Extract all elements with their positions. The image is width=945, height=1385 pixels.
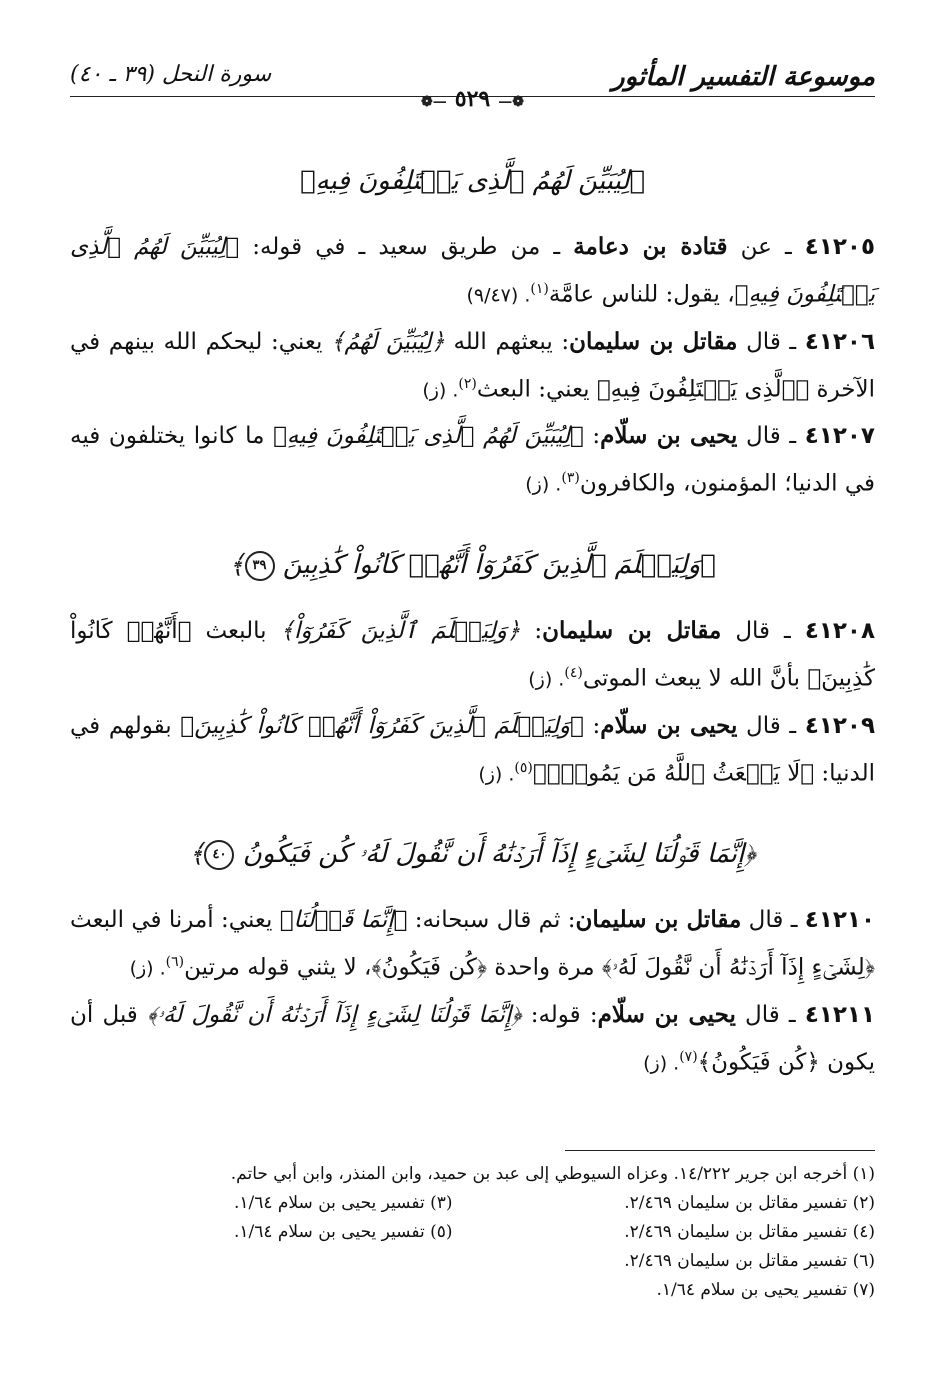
quran-quote: ﴿لِيُبَيِّنَ لَهُمُ﴾ xyxy=(331,328,445,355)
entry-text: : ثم قال سبحانه: xyxy=(407,907,576,934)
narration-entry xyxy=(70,226,875,317)
entry-number: ٤١٢٠٧ xyxy=(804,423,875,450)
quran-quote: ﴿لِيُبَيِّنَ لَهُمُ ٱلَّذِى يَخۡتَلِفُونَ فِيهِ﴾ xyxy=(273,423,584,450)
quran-quote: ﴿وَلِيَعۡلَمَ ٱلَّذِينَ كَفَرُوٓاْ أَنَّهُمۡ كَانُواْ كَٰذِبِينَ﴾ xyxy=(180,712,584,739)
reference: . (ز) xyxy=(129,957,166,980)
entry-lead: ـ قال xyxy=(737,328,805,355)
reference: . (ز) xyxy=(478,763,515,786)
ayah-bracket: ﴾ xyxy=(229,549,245,580)
entry-text: : يبعثهم الله xyxy=(444,328,570,355)
narration-entry xyxy=(70,321,875,412)
ayah-heading: ﴿لِيُبَيِّنَ لَهُمُ ٱلَّذِى يَخۡتَلِفُونَ فِيهِ﴾ xyxy=(299,166,646,196)
ayah-text: ﴿وَلِيَعۡلَمَ ٱلَّذِينَ كَفَرُوٓاْ أَنَّهُمۡ كَانُواْ كَٰذِبِينَ xyxy=(282,549,716,580)
narration-entry xyxy=(70,415,875,506)
footnotes xyxy=(70,1160,875,1305)
entry-lead: ـ قال xyxy=(721,617,805,644)
entry-number: ٤١٢٠٨ xyxy=(804,617,876,644)
footnote: (٣) تفسير يحيى بن سلام ١/٦٤. xyxy=(233,1193,453,1213)
entry-text: : xyxy=(583,712,601,739)
footnote: (٥) تفسير يحيى بن سلام ١/٦٤. xyxy=(233,1222,453,1242)
entry-text: : xyxy=(583,423,601,450)
entry-lead: ـ قال xyxy=(735,1001,805,1028)
footnote-marker[interactable]: (٤) xyxy=(564,664,583,681)
reference: . (ز) xyxy=(643,1052,680,1075)
ornament-icon: ❁— xyxy=(498,94,524,110)
ayah-heading xyxy=(70,833,875,875)
footnote: (٢) تفسير مقاتل بن سليمان ٢/٤٦٩. xyxy=(624,1193,875,1213)
footnote-marker[interactable]: (٧) xyxy=(679,1048,698,1065)
quran-quote: ﴿إِنَّمَا قَوۡلُنَا﴾ xyxy=(279,907,408,934)
narrator-name: مقاتل بن سليمان xyxy=(569,327,738,355)
narration-entry xyxy=(70,610,875,701)
entry-number: ٤١٢٠٥ xyxy=(804,234,875,260)
narration-entry xyxy=(70,899,875,990)
footnote-marker[interactable]: (٣) xyxy=(561,470,580,487)
entry-lead: ـ قال xyxy=(737,712,805,739)
narrator-name: يحيى بن سلّام xyxy=(597,1000,736,1028)
quran-quote: ﴿لِيُبَيِّنَ لَهُمُ ٱلَّذِى يَخۡتَلِفُونَ فِيهِ﴾ xyxy=(70,234,875,308)
narration-entry xyxy=(70,994,875,1085)
book-title: موسوعة التفسير المأثور xyxy=(612,62,875,92)
footnote: (١) أخرجه ابن جرير ١٤/٢٢٢. وعزاه السيوطي إلى عبد بن حميد، وابن المنذر، وابن أبي حاتم. xyxy=(230,1164,875,1184)
footnote-rule xyxy=(565,1150,875,1151)
entry-text: ـ من طريق سعيد ـ في قوله: xyxy=(239,234,574,260)
footnote-marker[interactable]: (٢) xyxy=(458,375,477,392)
entry-number: ٤١٢١٠ xyxy=(804,907,875,934)
footnote: (٦) تفسير مقاتل بن سليمان ٢/٤٦٩. xyxy=(624,1251,875,1271)
footnote-marker[interactable]: (٥) xyxy=(514,759,533,776)
narrator-name: مقاتل بن سليمان xyxy=(542,616,722,644)
entry-text: يعني: أمرنا في البعث ﴿لِشَىۡءٍ إِذَآ أَرَدۡنَٰهُ أَن نَّقُولَ لَهُۥ﴾ مرة واحدة ﴿كُن فَيَكُونُ﴾، لا يثني قوله مرتين xyxy=(70,907,875,981)
narrator-name: يحيى بن سلّام xyxy=(600,422,738,450)
ayah-heading xyxy=(70,544,875,586)
surah-reference: سورة النحل (٣٩ ـ ٤٠) xyxy=(70,62,272,87)
entry-text: ، يقول: للناس عامَّة xyxy=(548,281,735,308)
footnote: (٧) تفسير يحيى بن سلام ١/٦٤. xyxy=(656,1280,875,1300)
ayah-bracket: ﴾ xyxy=(189,839,205,870)
entry-text: يعني: ليحكم الله بينهم في الآخرة ﴿ٱلَّذِى يَخۡتَلِفُونَ فِيهِ﴾ يعني: البعث xyxy=(70,328,875,403)
entry-lead: ـ قال xyxy=(737,423,805,450)
narrator-name: قتادة بن دعامة xyxy=(573,233,728,260)
footnote-row xyxy=(70,1218,875,1247)
entry-text: بالبعث ﴿أَنَّهُمۡ كَانُواْ كَٰذِبِينَ﴾ بأنَّ الله لا يبعث الموتى xyxy=(70,617,875,692)
entry-text: ما كانوا يختلفون فيه في الدنيا؛ المؤمنون، والكافرون xyxy=(70,423,875,497)
entry-text: : قوله: xyxy=(521,1001,598,1028)
ayah-text: ﴿إِنَّمَا قَوۡلُنَا لِشَىۡءٍ إِذَآ أَرَدۡنَٰهُ أَن نَّقُولَ لَهُۥ كُن فَيَكُونُ xyxy=(242,839,756,870)
narrator-name: يحيى بن سلّام xyxy=(600,711,738,739)
quran-quote: ﴿وَلِيَعۡلَمَ ٱلَّذِينَ كَفَرُوٓاْ﴾ xyxy=(280,617,521,644)
entry-text: : xyxy=(520,617,543,644)
page-number-block xyxy=(0,86,945,112)
entry-number: ٤١٢٠٩ xyxy=(804,712,876,739)
entry-number: ٤١٢٠٦ xyxy=(804,328,876,355)
footnote-row xyxy=(70,1189,875,1218)
footnote-marker[interactable]: (١) xyxy=(530,281,549,297)
quran-quote: ﴿إِنَّمَا قَوۡلُنَا لِشَىۡءٍ إِذَآ أَرَدۡنَٰهُ أَن نَّقُولَ لَهُۥ﴾ xyxy=(146,1001,522,1028)
footnote-marker[interactable]: (٦) xyxy=(165,954,185,971)
entry-lead: ـ عن xyxy=(727,234,805,260)
reference: . (ز) xyxy=(528,668,565,691)
narration-entry xyxy=(70,705,875,796)
reference: . (ز) xyxy=(525,473,562,496)
reference: . (٩/٤٧) xyxy=(466,284,531,307)
main-content xyxy=(70,160,875,1089)
ayah-number-icon: ٤٠ xyxy=(204,840,234,870)
footnote: (٤) تفسير مقاتل بن سليمان ٢/٤٦٩. xyxy=(624,1222,875,1242)
page-number: ٥٢٩ xyxy=(454,86,491,112)
entry-text: قبل أن يكون ﴿كُن فَيَكُونُ﴾ xyxy=(70,1001,875,1076)
entry-lead: ـ قال xyxy=(741,907,805,934)
narrator-name: مقاتل بن سليمان xyxy=(575,906,742,934)
entry-number: ٤١٢١١ xyxy=(804,1001,876,1028)
reference: . (ز) xyxy=(422,379,459,402)
ayah-number-icon: ٣٩ xyxy=(245,551,275,581)
ornament-icon: —❁ xyxy=(421,94,447,110)
entry-text: بقولهم في الدنيا: ﴿لَا يَبۡعَثُ ٱللَّهُ مَن يَمُوتُۚ﴾ xyxy=(70,712,875,787)
